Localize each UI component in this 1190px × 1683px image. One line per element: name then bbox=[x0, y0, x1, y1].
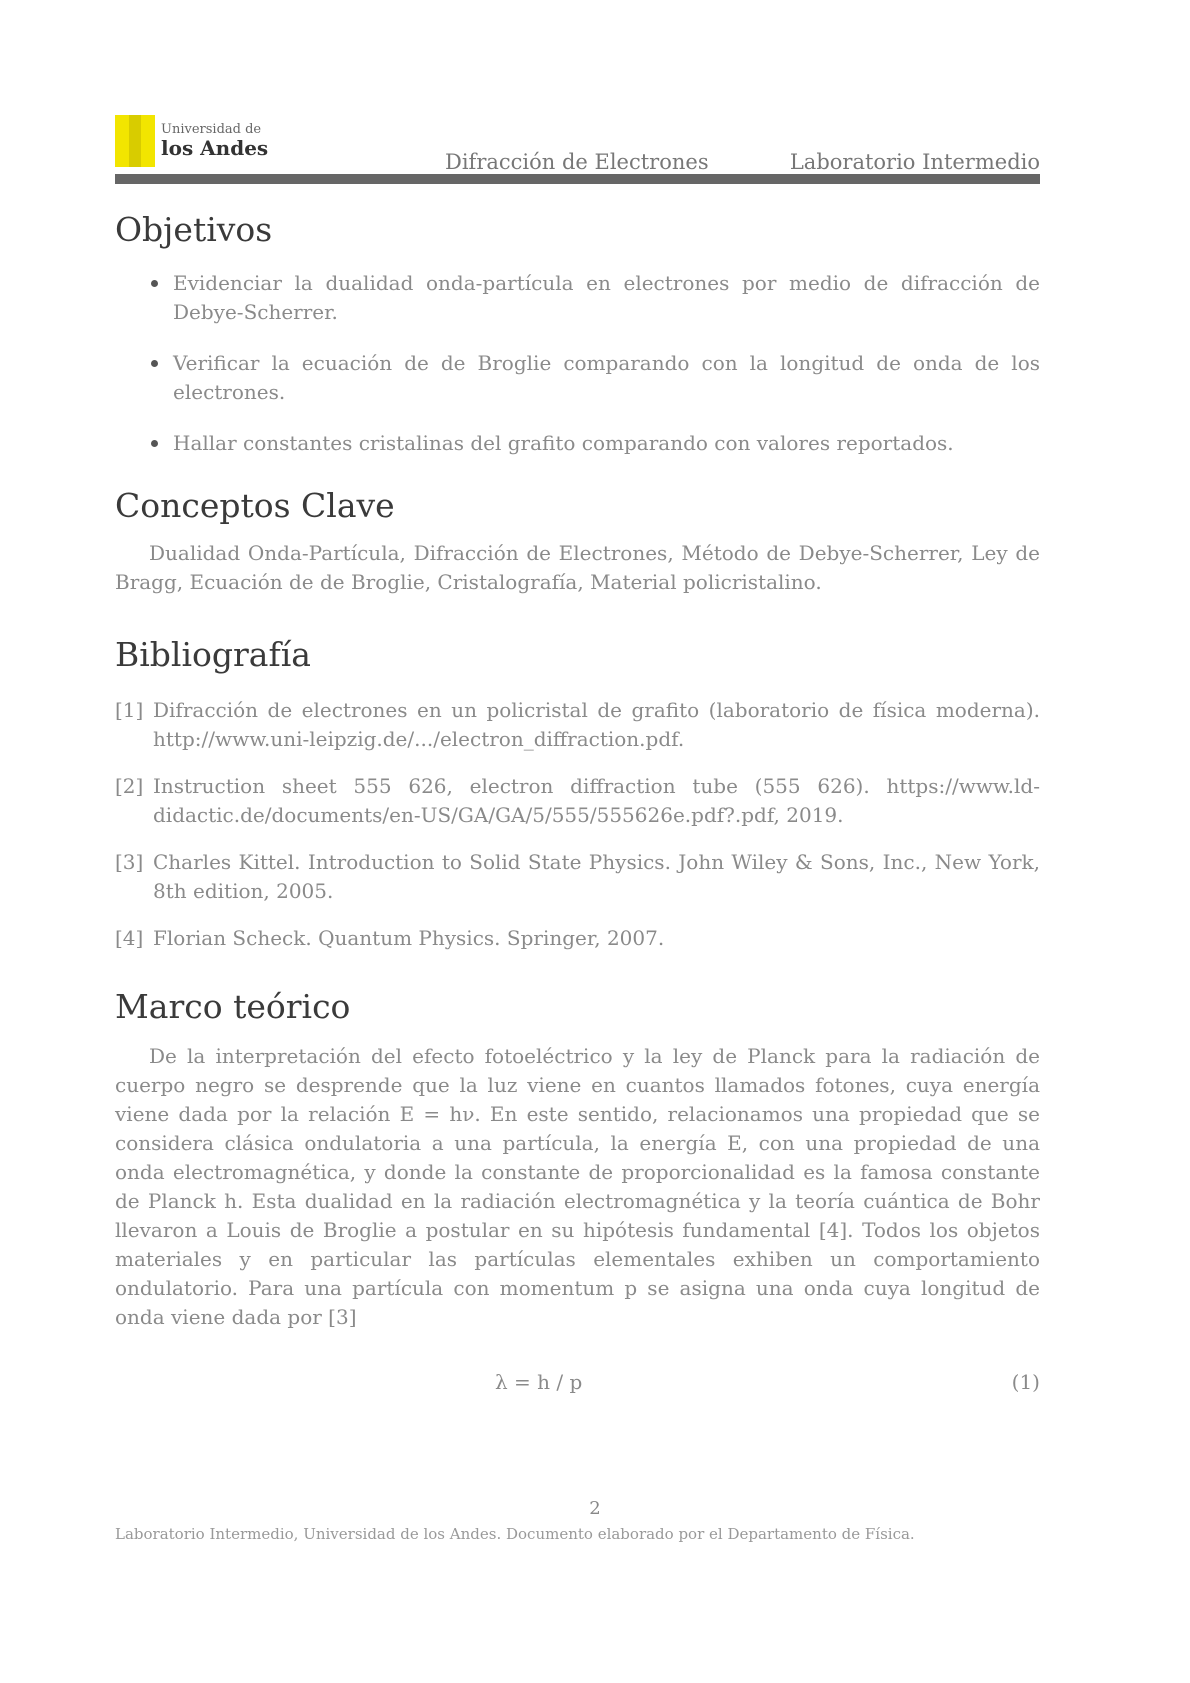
header-course-title: Difracción de Electrones bbox=[445, 150, 709, 174]
logo-text bbox=[161, 123, 268, 159]
equation-number: (1) bbox=[1011, 1370, 1040, 1394]
reference-number: [4] bbox=[115, 926, 144, 950]
university-logo bbox=[115, 112, 285, 170]
reference-text: Difracción de electrones en un policristal de grafito (laboratorio de física moderna). http://www.uni-leipzig.de/.../electron_diffraction.pdf. bbox=[153, 698, 1040, 751]
page-footer: Laboratorio Intermedio, Universidad de los Andes. Documento elaborado por el Departamento de Física. bbox=[115, 1525, 915, 1543]
reference-number: [3] bbox=[115, 850, 144, 874]
concepts-heading: Conceptos Clave bbox=[115, 486, 395, 525]
logo-line-2: los Andes bbox=[161, 136, 269, 161]
equation-block bbox=[115, 1352, 1040, 1412]
objectives-heading: Objetivos bbox=[115, 210, 273, 249]
bibliography-entry bbox=[115, 696, 1040, 754]
objective-item: Evidenciar la dualidad onda-partícula en electrones por medio de difracción de Debye-Scherrer. bbox=[115, 269, 1040, 327]
bibliography-heading: Bibliografía bbox=[115, 635, 311, 674]
reference-text: Florian Scheck. Quantum Physics. Springer, 2007. bbox=[153, 926, 665, 950]
theory-paragraph: De la interpretación del efecto fotoeléctrico y la ley de Planck para la radiación de cuerpo negro se desprende que la luz viene en cuantos llamados fotones, cuya energía viene dada por la relación E = hν. En este sentido, relacionamos una propiedad que se considera clásica ondulatoria a una partícula, la energía E, con una propiedad de una onda electromagnética, y donde la constante de proporcionalidad es la famosa constante de Planck h. Esta dualidad en la radiación electromagnética y la teoría cuántica de Bohr llevaron a Louis de Broglie a postular en su hipótesis fundamental [4]. Todos los objetos materiales y en particular las partículas elementales exhiben un comportamiento ondulatorio. Para una partícula con momentum p se asigna una onda cuya longitud de onda viene dada por [3] bbox=[115, 1044, 1040, 1329]
reference-number: [2] bbox=[115, 774, 144, 798]
reference-number: [1] bbox=[115, 698, 144, 722]
document-page bbox=[115, 110, 1040, 1412]
equation-body: λ = h / p bbox=[495, 1370, 583, 1394]
objectives-list bbox=[115, 269, 1040, 458]
page-number: 2 bbox=[589, 1498, 601, 1519]
bibliography-entry bbox=[115, 924, 1040, 953]
bibliography-entry bbox=[115, 772, 1040, 830]
bibliography-list bbox=[115, 696, 1040, 953]
logo-line-1: Universidad de bbox=[161, 121, 262, 137]
logo-mark-icon bbox=[115, 115, 155, 167]
objective-item: Hallar constantes cristalinas del grafito comparando con valores reportados. bbox=[115, 429, 1040, 458]
reference-text: Instruction sheet 555 626, electron diffraction tube (555 626). https://www.ld-didactic.de/documents/en-US/GA/GA/5/555/555626e.pdf?.pdf, 2019. bbox=[153, 774, 1040, 827]
header-rule bbox=[115, 174, 1040, 184]
objective-item: Verificar la ecuación de de Broglie comparando con la longitud de onda de los electrones. bbox=[115, 349, 1040, 407]
concepts-paragraph: Dualidad Onda-Partícula, Difracción de Electrones, Método de Debye-Scherrer, Ley de Bragg, Ecuación de de Broglie, Cristalografía, Material policristalino. bbox=[115, 541, 1040, 594]
theory-heading: Marco teórico bbox=[115, 987, 351, 1026]
page-header bbox=[115, 110, 1040, 188]
bibliography-entry bbox=[115, 848, 1040, 906]
header-lab-name: Laboratorio Intermedio bbox=[789, 150, 1040, 174]
reference-text: Charles Kittel. Introduction to Solid State Physics. John Wiley & Sons, Inc., New York, 8th edition, 2005. bbox=[153, 850, 1040, 903]
